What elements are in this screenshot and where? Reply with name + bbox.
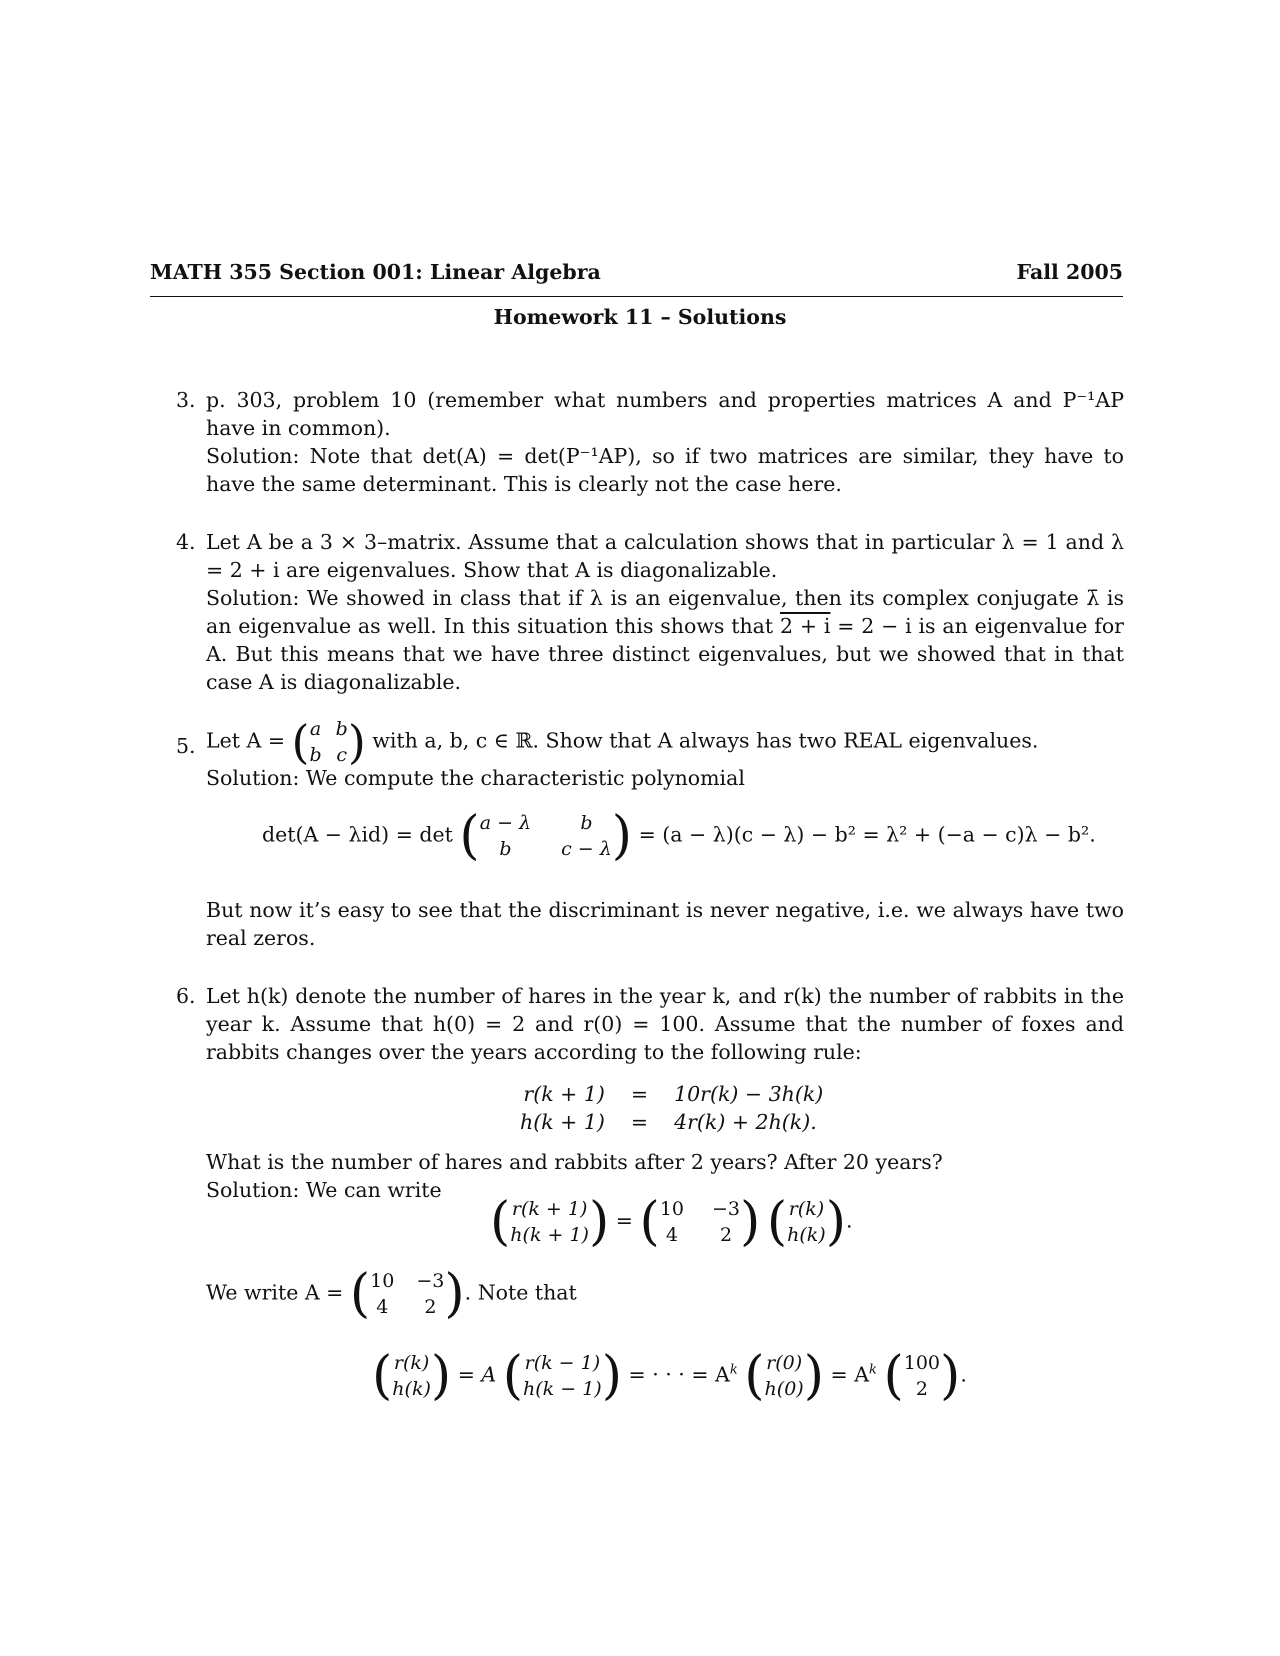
vector-initial: ( 100 2 ) (883, 1346, 961, 1406)
matrix-entry: b (499, 838, 512, 860)
problem-number: 4. (176, 530, 196, 554)
page-title: Homework 11 – Solutions (493, 305, 787, 329)
system-lhs: h(k + 1) (520, 1110, 605, 1134)
problem-solution: Solution: Note that det(A) = det(P⁻¹AP), so if two matrices are similar, they have to have the same determinant. This is clearly not the case here. (206, 444, 1124, 496)
matrix-entry: a (309, 718, 322, 740)
vector-rk1: ( r(k + 1) h(k + 1) ) (490, 1192, 610, 1252)
matrix-entry: −3 (416, 1270, 445, 1292)
problem-5-after (176, 896, 1124, 952)
matrix-entry: 4 (665, 1224, 678, 1246)
system-equations (520, 1080, 823, 1136)
recurrence-equation: ( r(k + 1) h(k + 1) ) = ( 10 −3 4 2 ) ( r(k) h(k) ) . (490, 1192, 853, 1252)
problem-question: What is the number of hares and rabbits after 2 years? After 20 years? (206, 1150, 943, 1174)
course-title: MATH 355 Section 001: Linear Algebra (150, 260, 601, 284)
equation-lhs: det(A − λid) = det (262, 822, 453, 847)
equals-sign: = (630, 1110, 649, 1134)
solution-text-b: = 2 − i is an eigenvalue for A. But this means that we have three distinct eigenvalues, but we showed that in that case A is diagonalizable. (206, 614, 1124, 694)
vector-entry: r(k − 1) (524, 1352, 601, 1374)
vector-entry: 2 (915, 1378, 928, 1400)
matrix-A: ( 10 −3 4 2 ) (639, 1192, 761, 1252)
matrix-entry: b (580, 812, 593, 834)
matrix-entry: 4 (376, 1296, 389, 1318)
matrix-entry: b (335, 718, 348, 740)
problem-statement: Let A be a 3 × 3–matrix. Assume that a calculation shows that in particular λ = 1 and λ = 2 + i are eigenvalues. Show that A is diagonalizable. (206, 530, 1124, 582)
vector-entry: r(k) (393, 1352, 430, 1374)
vector-rk: ( r(k) h(k) ) (372, 1346, 452, 1406)
problem-conclusion: But now it’s easy to see that the discriminant is never negative, i.e. we always have two real zeros. (206, 898, 1124, 950)
vector-entry: h(k + 1) (510, 1224, 589, 1246)
problem-6 (176, 982, 1124, 1066)
matrix-entry: 2 (719, 1224, 733, 1246)
vector-rkm1: ( r(k − 1) h(k − 1) ) (502, 1346, 622, 1406)
define-text-post: . Note that (464, 1280, 577, 1305)
problem-3 (176, 386, 1124, 498)
problem-statement: Let h(k) denote the number of hares in the year k, and r(k) the number of rabbits in the year k. Assume that h(0) = 2 and r(0) = 100. Assume that the number of foxes and rabbits changes over the years according to the following rule: (206, 984, 1124, 1064)
solution-text-a: Solution: We showed in class that if λ is an eigenvalue, then its complex conjugate λ̄ is an eigenvalue as well. In this situation this shows that (206, 586, 1124, 638)
vector-entry: 100 (903, 1352, 941, 1374)
matrix-entry: b (309, 744, 322, 766)
matrix-entry: −3 (712, 1198, 741, 1220)
problem-number: 5. (176, 734, 196, 758)
matrix-char: ( a − λ b b c − λ ) (459, 806, 633, 866)
ellipsis-A: = · · · = A (628, 1362, 730, 1387)
statement-pre: Let A = (206, 728, 285, 753)
vector-r0: ( r(0) h(0) ) (744, 1346, 824, 1406)
system-rhs: 4r(k) + 2h(k). (674, 1110, 817, 1134)
statement-post: with a, b, c ∈ ℝ. Show that A always has two REAL eigenvalues. (372, 728, 1039, 753)
problem-5 (176, 716, 1124, 792)
matrix-entry: c (336, 744, 348, 766)
matrix-abbc: ( a b b c ) (291, 715, 366, 769)
equals-A: = A (830, 1362, 870, 1387)
vector-entry: h(k − 1) (523, 1378, 602, 1400)
vector-entry: h(k) (787, 1224, 826, 1246)
equals-sign: = (615, 1208, 633, 1233)
problem-statement: p. 303, problem 10 (remember what numbers and properties matrices A and P⁻¹AP have in common). (206, 388, 1124, 440)
char-poly-equation (262, 806, 1096, 866)
matrix-entry: 2 (424, 1296, 437, 1318)
problem-solution: Solution: We compute the characteristic polynomial (206, 766, 745, 790)
define-text: We write A = (206, 1280, 344, 1305)
vector-entry: r(k) (788, 1198, 825, 1220)
problem-number: 6. (176, 984, 196, 1008)
problem-number: 3. (176, 388, 196, 412)
vector-entry: r(k + 1) (511, 1198, 588, 1220)
exponent-k: k (869, 1362, 877, 1378)
power-chain-equation: ( r(k) h(k) ) = A ( r(k − 1) h(k − 1) ) = · · · = $A^k$ ( r(0) h(0) ) = $A^k$ ( 100 2 ) . (372, 1346, 967, 1406)
matrix-entry: 10 (370, 1270, 395, 1292)
header-rule (150, 296, 1123, 297)
define-A (206, 1264, 577, 1324)
matrix-entry: c − λ (561, 838, 612, 860)
conjugate-expression: 2 + i (779, 614, 831, 638)
problem-solution (206, 584, 1124, 696)
system-rhs: 10r(k) − 3h(k) (674, 1082, 824, 1106)
exponent-k: k (729, 1362, 738, 1378)
vector-rk: ( r(k) h(k) ) (766, 1192, 847, 1252)
matrix-entry: 10 (659, 1198, 684, 1220)
system-lhs: r(k + 1) (523, 1082, 605, 1106)
equals-sign: = (630, 1082, 649, 1106)
equals-A: = A (457, 1362, 497, 1387)
problem-4 (176, 528, 1124, 696)
problem-statement (206, 716, 1124, 768)
equation-rhs: = (a − λ)(c − λ) − b² = λ² + (−a − c)λ − b². (638, 822, 1096, 847)
term: Fall 2005 (1016, 260, 1123, 284)
matrix-A: ( 10 −3 4 2 ) (349, 1264, 465, 1324)
problem-solution: Solution: We can write (206, 1178, 442, 1202)
vector-entry: h(0) (764, 1378, 804, 1400)
vector-entry: r(0) (766, 1352, 803, 1374)
vector-entry: h(k) (392, 1378, 431, 1400)
matrix-entry: a − λ (479, 812, 532, 834)
